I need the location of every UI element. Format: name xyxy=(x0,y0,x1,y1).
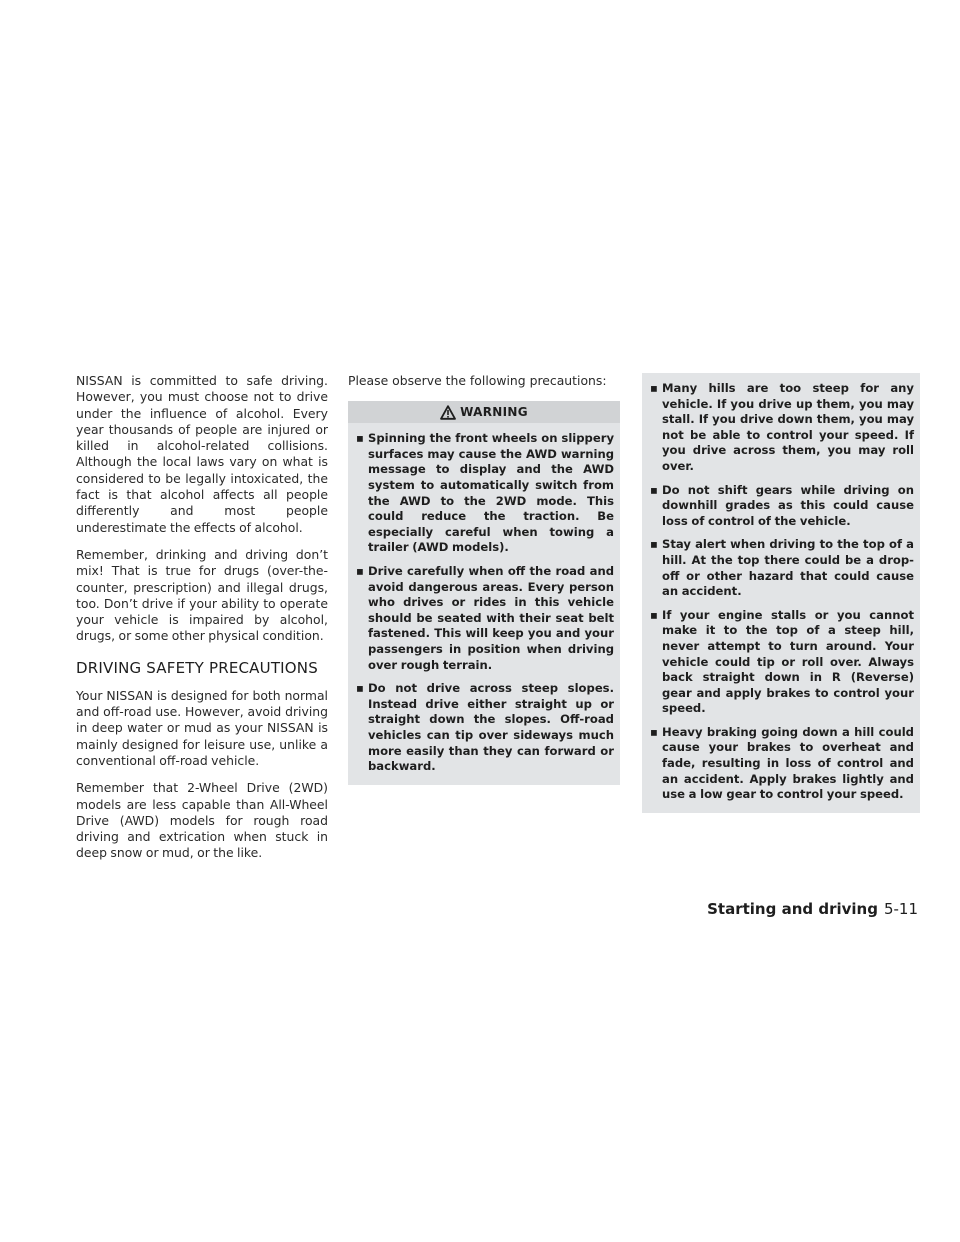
design-paragraph: Your NISSAN is designed for both normal and off-road use. However, avoid driving in deep water or mud as your NISSAN is mainly designed for leisure use, unlike a conventional off-road vehicle. xyxy=(76,687,328,768)
middle-column xyxy=(348,373,620,785)
section-heading: DRIVING SAFETY PRECAUTIONS xyxy=(76,658,318,677)
list-item: ▪ Drive carefully when off the road and avoid dangerous areas. Every person who drives or rides in this vehicle should be seated with their seat belt fastened. This will keep you and your passengers in position when driving over rough terrain. xyxy=(354,564,614,673)
warning-label: WARNING xyxy=(460,405,528,420)
list-item: ▪ Do not drive across steep slopes. Instead drive either straight up or straight down the slopes. Off-road vehicles can tip over sideways much more easily than they can forward or backward. xyxy=(354,681,614,775)
precautions-lead: Please observe the following precautions: xyxy=(348,373,607,388)
2wd-paragraph: Remember that 2-Wheel Drive (2WD) models are less capable than All-Wheel Drive (AWD) models for rough road driving and extrication when stuck in deep snow or mud, or the like. xyxy=(76,780,328,861)
list-item: ▪ If your engine stalls or you cannot make it to the top of a steep hill, never attempt to turn around. Your vehicle could tip or roll over. Always back straight down in R (Reverse) gear and apply brakes to control your speed. xyxy=(648,608,914,717)
page-footer xyxy=(707,900,918,918)
drugs-paragraph: Remember, drinking and driving don’t mix! That is true for drugs (over-the-counter, prescription) and illegal drugs, too. Don’t drive if your ability to operate your vehicle is impaired by alcohol, drugs, or some other physical condition. xyxy=(76,546,328,644)
list-item: ▪ Heavy braking going down a hill could cause your brakes to overheat and fade, resulting in loss of control and an accident. Apply brakes lightly and use a low gear to control your speed. xyxy=(648,725,914,803)
right-column xyxy=(642,373,920,813)
warning-list xyxy=(354,431,614,774)
warning-list-continued xyxy=(648,381,914,803)
list-item: ▪ Spinning the front wheels on slippery surfaces may cause the AWD warning message to display and the AWD system to automatically switch from the AWD to the 2WD mode. This could reduce the traction. Be especially careful when towing a trailer (AWD models). xyxy=(354,431,614,556)
list-item: ▪ Do not shift gears while driving on downhill grades as this could cause loss of control of the vehicle. xyxy=(648,483,914,530)
list-item: ▪ Many hills are too steep for any vehicle. If you drive up them, you may stall. If you drive down them, you may not be able to control your speed. If you drive across them, you may roll over. xyxy=(648,381,914,475)
footer-section-title: Starting and driving xyxy=(707,900,878,918)
left-column xyxy=(76,373,328,873)
warning-box-continued xyxy=(642,373,920,813)
warning-header xyxy=(348,401,620,423)
page-number: 5-11 xyxy=(883,900,918,918)
alcohol-paragraph: NISSAN is committed to safe driving. However, you must choose not to drive under the influence of alcohol. Every year thousands of people are injured or killed in alcohol-related collisions. Although the local laws vary on what is considered to be legally intoxicated, the fact is that alcohol affects all people differently and most people underestimate the effects of alcohol. xyxy=(76,373,328,535)
warning-triangle-icon xyxy=(440,405,456,420)
list-item: ▪ Stay alert when driving to the top of a hill. At the top there could be a drop-off or other hazard that could cause an accident. xyxy=(648,537,914,599)
warning-box xyxy=(348,401,620,784)
